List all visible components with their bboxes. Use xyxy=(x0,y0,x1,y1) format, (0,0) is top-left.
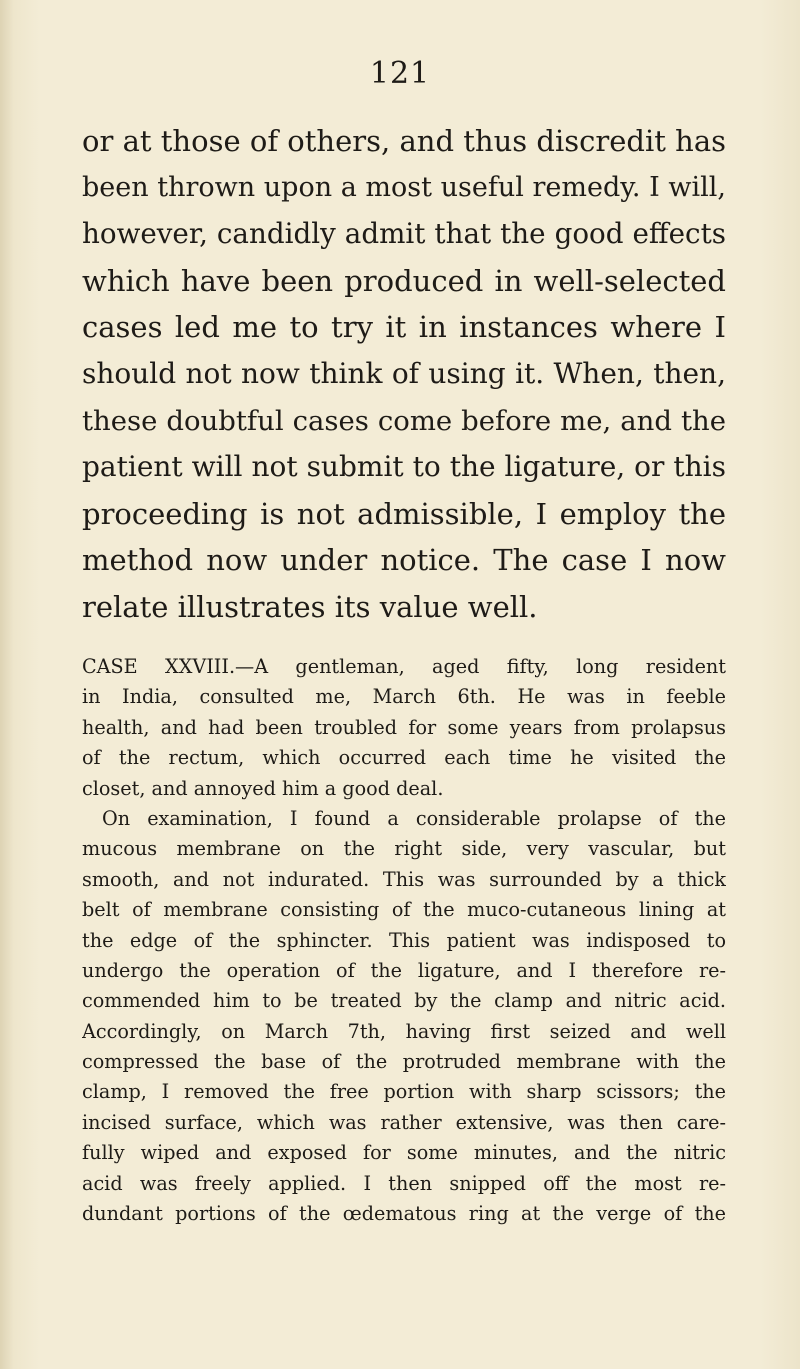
text-line: compressed the base of the protruded membrane with the xyxy=(82,1050,726,1074)
text-line: undergo the operation of the ligature, and I therefore re- xyxy=(82,958,726,982)
text-line: belt of membrane consisting of the muco-cutaneous lining at xyxy=(82,898,726,922)
text-line: however, candidly admit that the good effects xyxy=(82,217,726,251)
text-line: in India, consulted me, March 6th. He was in feeble xyxy=(82,685,726,709)
text-line: proceeding is not admissible, I employ the xyxy=(82,496,726,531)
text-line: which have been produced in well-selected xyxy=(82,263,726,298)
text-line: should not now think of using it. When, then, xyxy=(82,356,726,390)
text-line: fully wiped and exposed for some minutes, and the nitric xyxy=(82,1141,726,1165)
text-line: or at those of others, and thus discredit has xyxy=(82,124,726,158)
text-line: cases led me to try it in instances where I xyxy=(82,310,726,345)
text-line: method now under notice. The case I now xyxy=(82,543,726,578)
text-line: incised surface, which was rather extensive, was then care- xyxy=(82,1110,726,1134)
text-line: dundant portions of the œdematous ring at the verge of the xyxy=(82,1202,726,1226)
text-line: mucous membrane on the right side, very vascular, but xyxy=(82,837,726,861)
case-heading-line: CASE XXVIII.—A gentleman, aged fifty, long resident xyxy=(82,655,726,678)
text-line: smooth, and not indurated. This was surrounded by a thick xyxy=(82,867,726,891)
text-line: patient will not submit to the ligature, or this xyxy=(82,450,726,484)
text-line: health, and had been troubled for some years from prolapsus xyxy=(82,715,726,739)
case-report xyxy=(82,652,726,1229)
text-line: relate illustrates its value well. xyxy=(82,589,538,624)
text-line: these doubtful cases come before me, and the xyxy=(82,404,726,437)
page-number: 121 xyxy=(369,56,431,91)
text-line: been thrown upon a most useful remedy. I will, xyxy=(82,171,726,203)
body-paragraph xyxy=(82,118,726,631)
text-line: acid was freely applied. I then snipped off the most re- xyxy=(82,1171,726,1195)
text-line: closet, and annoyed him a good deal. xyxy=(82,776,444,800)
text-line: of the rectum, which occurred each time he visited the xyxy=(82,746,726,770)
text-line: the edge of the sphincter. This patient was indisposed to xyxy=(82,928,726,952)
text-line: commended him to be treated by the clamp and nitric acid. xyxy=(82,989,726,1013)
text-line: On examination, I found a considerable prolapse of the xyxy=(102,806,726,830)
text-line: Accordingly, on March 7th, having first seized and well xyxy=(82,1019,726,1043)
text-line: clamp, I removed the free portion with sharp scissors; the xyxy=(82,1080,726,1104)
